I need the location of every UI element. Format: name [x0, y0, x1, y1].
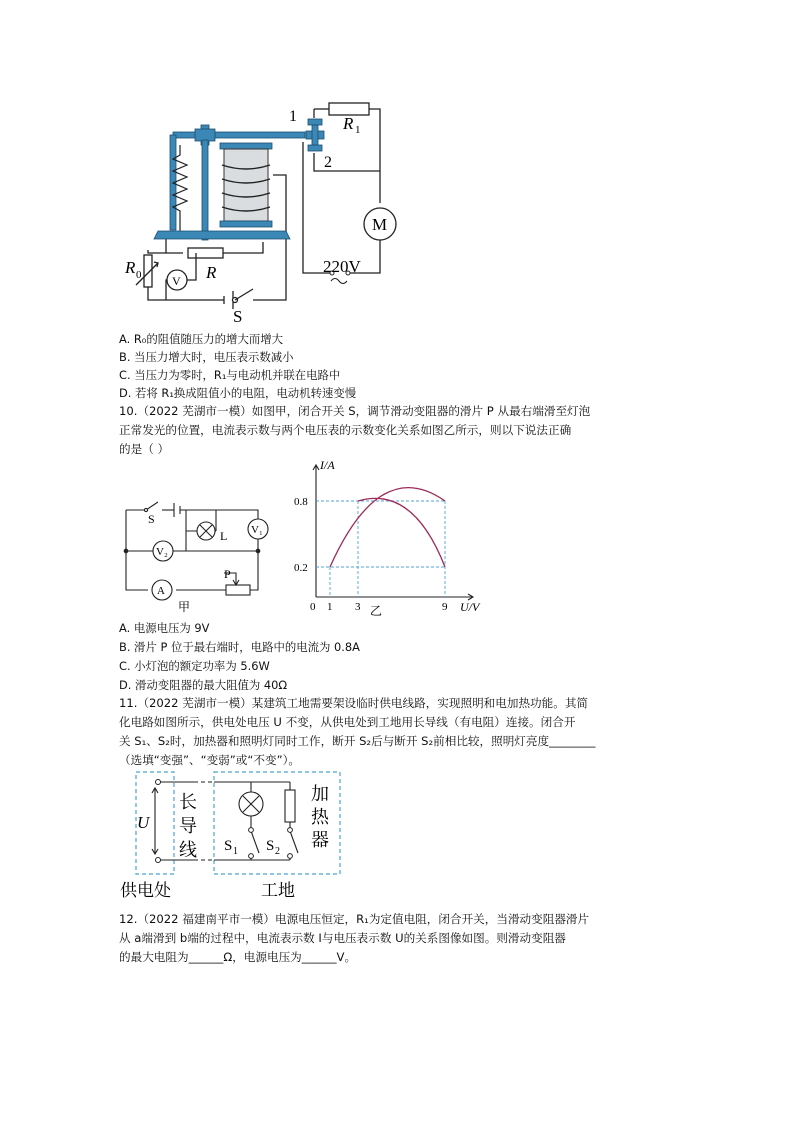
q11-s1-label: S [224, 838, 233, 854]
q10-graph-figure [288, 455, 498, 620]
q11-s2-label: S [266, 838, 275, 854]
q10-option-c: C. 小灯泡的额定功率为 5.6W [119, 659, 270, 673]
q10-option-b: B. 滑片 P 位于最右端时，电路中的电流为 0.8A [119, 640, 360, 654]
r-label: R [206, 263, 217, 282]
relay-circuit-figure [118, 95, 408, 325]
q9-option-a: A. R₀的阻值随压力的增大而增大 [119, 332, 284, 346]
q10-circuit-caption: 甲 [178, 600, 191, 614]
q10-graph-tick-x3: 3 [355, 601, 361, 613]
q9-option-b: B. 当压力增大时，电压表示数减小 [119, 350, 294, 364]
q10-switch-label: S [148, 512, 155, 526]
q10-slider-label: P [224, 567, 231, 581]
q11-voltage-label: U [137, 813, 150, 832]
q10-v2-label: V₂ [156, 546, 168, 558]
q10-graph-tick-y08: 0.8 [294, 496, 308, 508]
contact-1-label: 1 [289, 108, 297, 125]
q10-stem-line: 的是（ ） [119, 442, 170, 456]
q11-stem-line: 关 S₁、S₂时，加热器和照明灯同时工作，断开 S₂后与断开 S₂前相比较，照明灯亮度________ [119, 734, 596, 748]
q11-stem-line: （选填“变强”、“变弱”或“不变”）。 [119, 753, 300, 767]
q10-graph-tick-x0: 0 [310, 601, 316, 613]
q10-lamp-label: L [220, 529, 228, 543]
q11-s1-sub-label: 1 [233, 846, 238, 857]
r1-label: R [343, 114, 354, 133]
q11-heater-label-3: 器 [311, 830, 329, 851]
q12-stem-line: 12.（2022 福建南平市一模）电源电压恒定，R₁为定值电阻，闭合开关，当滑动变阻器滑片 [119, 912, 590, 926]
q12-stem-line: 的最大电阻为______Ω，电源电压为______V。 [119, 950, 357, 964]
q11-wire-label-3: 线 [179, 840, 197, 861]
q10-stem [119, 402, 679, 459]
q10-ammeter-label: A [157, 585, 165, 597]
q10-graph-tick-x9: 9 [442, 601, 448, 613]
q10-circuit-figure [118, 490, 288, 615]
r1-sub-label: 1 [355, 124, 361, 136]
q11-supply-label: 供电处 [120, 881, 171, 901]
q11-heater-label-2: 热 [311, 807, 329, 828]
r0-label: R [125, 258, 136, 277]
q11-stem-line: 11.（2022 芜湖市一模）某建筑工地需要架设临时供电线路，实现照明和电加热功能。其简 [119, 696, 589, 710]
q11-stem-line: 化电路如图所示，供电处电压 U 不变，从供电处到工地用长导线（有电阻）连接。闭合开 [119, 715, 576, 729]
contact-2-label: 2 [324, 154, 332, 171]
q10-v1-label: V₁ [251, 524, 263, 536]
q10-graph-tick-y02: 0.2 [294, 562, 308, 574]
switch-s-label: S [233, 307, 243, 325]
q10-option-a: A. 电源电压为 9V [119, 621, 210, 635]
q11-wire-label-1: 长 [179, 792, 197, 813]
q9-option-c: C. 当压力为零时，R₁与电动机并联在电路中 [119, 368, 341, 382]
voltmeter-label: V [172, 274, 181, 288]
q10-graph-xlabel: U/V [460, 600, 480, 614]
q9-option-d: D. 若将 R₁换成阻值小的电阻，电动机转速变慢 [119, 386, 357, 400]
q12-stem [119, 910, 679, 967]
q10-graph-caption: 乙 [370, 604, 383, 618]
q12-stem-line: 从 a端滑到 b端的过程中，电流表示数 I与电压表示数 U的关系图像如图。则滑动变阻器 [119, 931, 566, 945]
q10-graph-tick-x1: 1 [327, 601, 333, 613]
q10-graph-ylabel: I/A [320, 458, 335, 472]
q11-wire-label-2: 导 [179, 816, 197, 837]
q11-circuit-figure [118, 768, 348, 908]
q11-site-label: 工地 [261, 881, 295, 901]
q10-stem-line: 10.（2022 芜湖市一模）如图甲，闭合开关 S，调节滑动变阻器的滑片 P 从最右端滑至灯泡 [119, 404, 591, 418]
motor-label: M [372, 215, 388, 234]
q11-heater-label-1: 加 [311, 784, 329, 805]
voltage-220v-label: 220V [323, 257, 361, 276]
r0-sub-label: 0 [136, 269, 142, 281]
q10-stem-line: 正常发光的位置，电流表示数与两个电压表的示数变化关系如图乙所示，则以下说法正确 [119, 423, 572, 437]
q11-s2-sub-label: 2 [275, 846, 280, 857]
q11-stem [119, 694, 679, 770]
q10-option-d: D. 滑动变阻器的最大阻值为 40Ω [119, 678, 288, 692]
